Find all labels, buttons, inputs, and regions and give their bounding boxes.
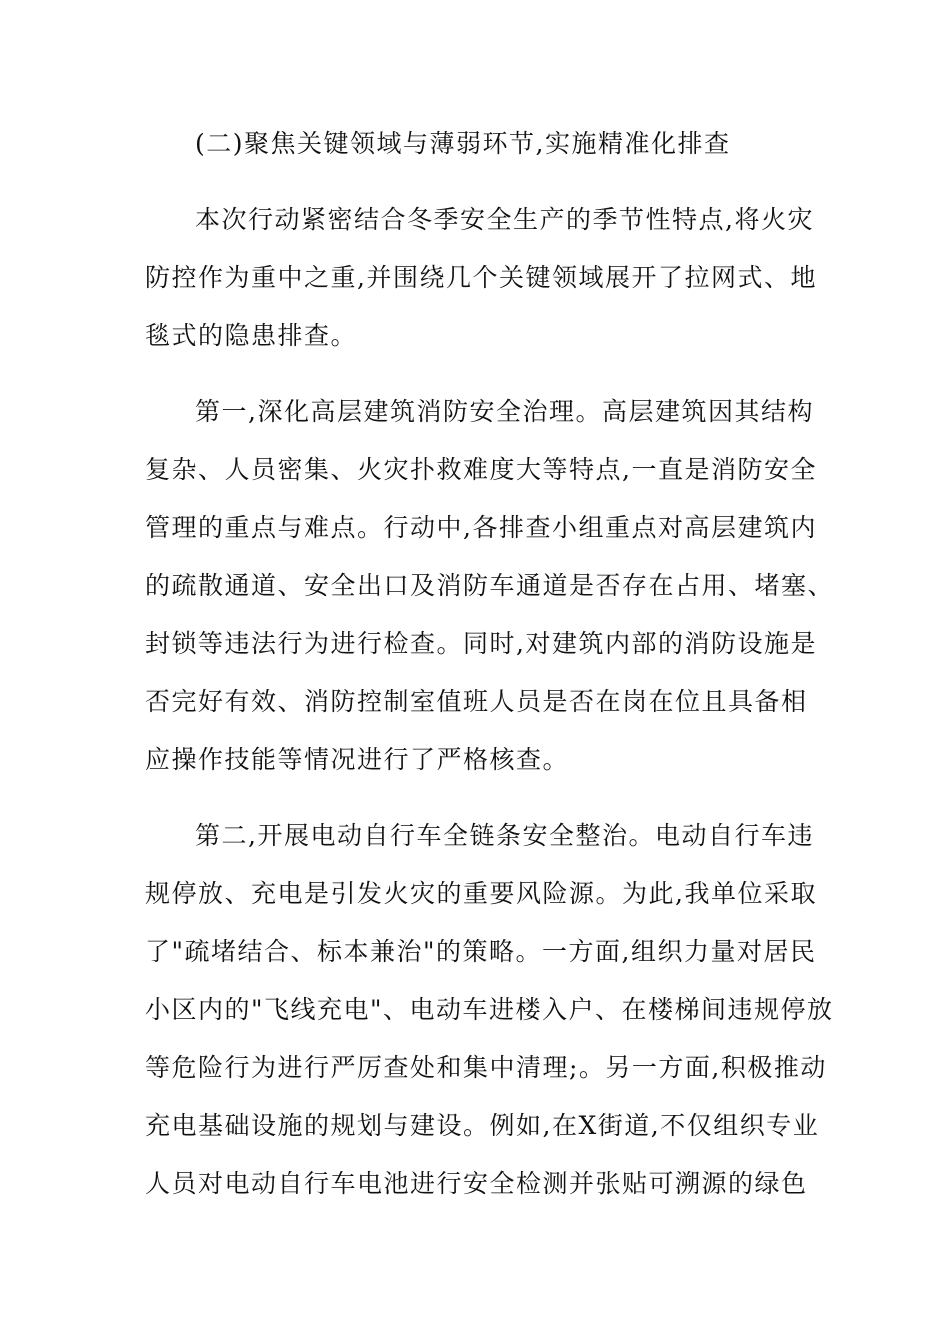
paragraph-line: 等危险行为进行严厉查处和集中清理;。另一方面,积极推动 [145,1053,827,1082]
paragraph-line: 充电基础设施的规划与建设。例如,在X街道,不仅组织专业 [145,1111,820,1140]
paragraph-line: 人员对电动自行车电池进行安全检测并张贴可溯源的绿色 [145,1169,808,1198]
paragraph-line: 小区内的"飞线充电"、电动车进楼入户、在楼梯间违规停放 [145,995,834,1024]
paragraph-line: 第一,深化高层建筑消防安全治理。高层建筑因其结构 [195,397,814,426]
paragraph-line: 复杂、人员密集、火灾扑救难度大等特点,一直是消防安全 [145,455,817,484]
paragraph-high-rise [145,383,835,789]
section-heading: (二)聚焦关键领域与薄弱环节,实施精准化排查 [195,129,731,158]
paragraph-gap [145,789,810,805]
paragraph-line: 封锁等违法行为进行检查。同时,对建筑内部的消防设施是 [145,629,817,658]
document-body [145,115,835,1213]
paragraph-line: 规停放、充电是引发火灾的重要风险源。为此,我单位采取 [145,879,817,908]
paragraph-line: 防控作为重中之重,并围绕几个关键领域展开了拉网式、地 [145,263,817,292]
paragraph-line: 否完好有效、消防控制室值班人员是否在岗在位且具备相 [145,687,808,716]
paragraph-line: 毯式的隐患排查。 [145,321,358,350]
paragraph-line: 的疏散通道、安全出口及消防车通道是否存在占用、堵塞、 [145,571,835,600]
paragraph-e-bike [145,807,834,1213]
paragraph-gap [145,365,810,381]
paragraph-line: 管理的重点与难点。行动中,各排查小组重点对高层建筑内 [145,513,817,542]
paragraph-line: 了"疏堵结合、标本兼治"的策略。一方面,组织力量对居民 [145,937,817,966]
paragraph-intro [145,191,817,365]
paragraph-gap [145,173,810,189]
paragraph-line: 本次行动紧密结合冬季安全生产的季节性特点,将火灾 [195,205,814,234]
paragraph-line: 应操作技能等情况进行了严格核查。 [145,745,570,774]
paragraph-line: 第二,开展电动自行车全链条安全整治。电动自行车违 [195,821,814,850]
